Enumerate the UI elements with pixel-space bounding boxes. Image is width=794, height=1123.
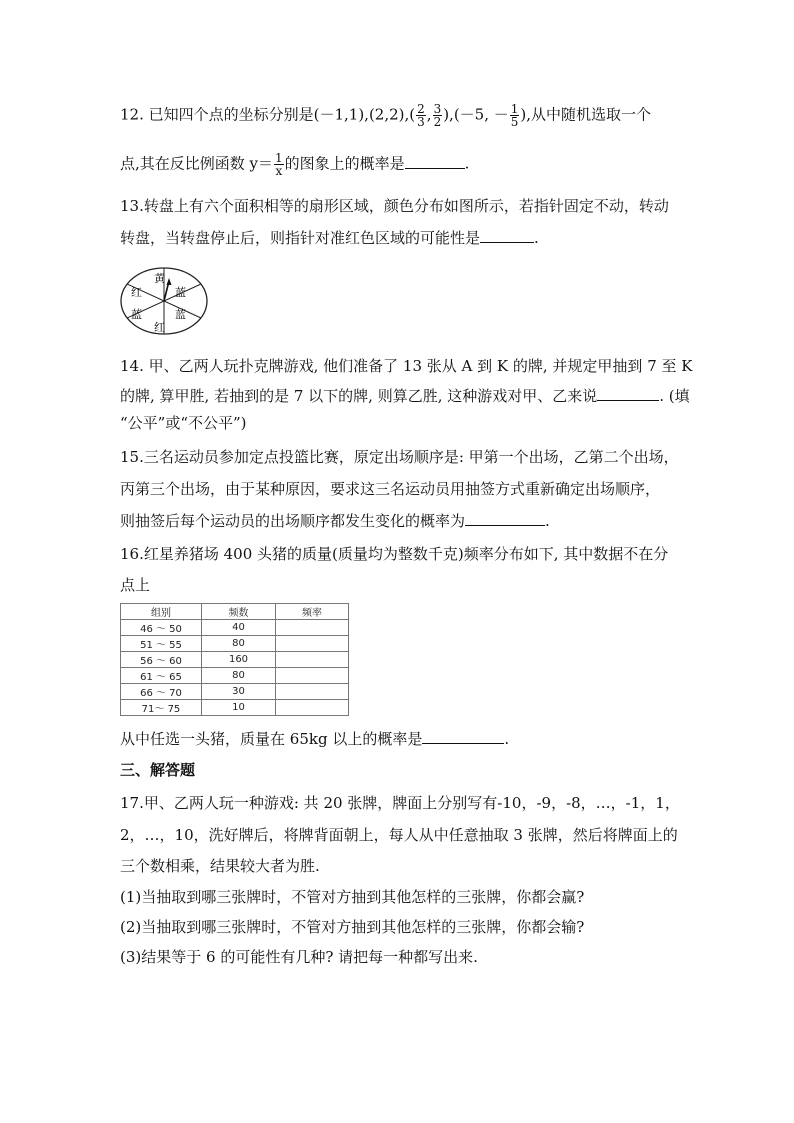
spinner-diagram — [119, 266, 209, 336]
q16-line2: 点上 — [120, 576, 151, 594]
q17-sub1: (1)当抽取到哪三张牌时，不管对方抽到其他怎样的三张牌，你都会赢? — [120, 888, 585, 906]
table-row: 71～ 75 10 — [121, 700, 349, 716]
table-header: 组别 — [121, 604, 202, 620]
table-row: 56 ～ 60 160 — [121, 652, 349, 668]
q12-line1: 12. 已知四个点的坐标分别是(－1,1),(2,2),( $\frac{2}{3}$ , $\frac{3}{2}$ ),(－5, － $\frac{1}{5}$ ),从中随机选取一个 — [120, 102, 652, 129]
fraction-1-5: $\frac{1}{5}$ — [510, 102, 519, 129]
q15-line2: 丙第三个出场，由于某种原因，要求这三名运动员用抽签方式重新确定出场顺序， — [120, 480, 661, 498]
answer-blank[interactable] — [405, 154, 465, 169]
table-header-row — [121, 604, 349, 620]
fraction-3-2: $\frac{3}{2}$ — [433, 102, 442, 129]
q12-prefix: 12. 已知四个点的坐标分别是(－1,1),(2,2),( — [120, 105, 416, 124]
q14-line1: 14. 甲、乙两人玩扑克牌游戏, 他们准备了 13 张从 A 到 K 的牌, 并规定甲抽到 7 至 K — [120, 357, 693, 375]
q15-line3: 则抽签后每个运动员的出场顺序都发生变化的概率为 . — [120, 512, 550, 530]
frequency-table — [120, 603, 349, 716]
q16-line1: 16.红星养猪场 400 头猪的质量(质量均为整数千克)频率分布如下, 其中数据不在分 — [120, 545, 669, 563]
q13-line1: 13.转盘上有六个面积相等的扇形区域，颜色分布如图所示，若指针固定不动，转动 — [120, 197, 669, 215]
q16-after: 从中任选一头猪，质量在 65kg 以上的概率是 . — [120, 730, 510, 748]
answer-blank[interactable] — [480, 228, 534, 243]
sector-label: 红 — [131, 286, 142, 299]
q17-line1: 17.甲、乙两人玩一种游戏: 共 20 张牌，牌面上分别写有-10，-9，-8，…，-1，1， — [120, 794, 680, 812]
table-header: 频数 — [202, 604, 276, 620]
q14-line3: “公平”或“不公平”) — [120, 414, 247, 432]
table-row: 61 ～ 65 80 — [121, 668, 349, 684]
q12-line2: 点,其在反比例函数 y＝ $\frac{1}{x}$ 的图象上的概率是 . — [120, 151, 470, 178]
q13-line2: 转盘，当转盘停止后，则指针对准红色区域的可能性是 . — [120, 229, 539, 247]
q15-line1: 15.三名运动员参加定点投篮比赛，原定出场顺序是: 甲第一个出场，乙第二个出场， — [120, 448, 679, 466]
table-header: 频率 — [276, 604, 349, 620]
q17-line3: 三个数相乘，结果较大者为胜. — [120, 857, 320, 875]
q17-sub2: (2)当抽取到哪三张牌时，不管对方抽到其他怎样的三张牌，你都会输? — [120, 918, 585, 936]
section-heading: 三、解答题 — [120, 761, 196, 779]
table-row: 66 ～ 70 30 — [121, 684, 349, 700]
q17-sub3: (3)结果等于 6 的可能性有几种? 请把每一种都写出来. — [120, 948, 478, 966]
answer-blank[interactable] — [422, 729, 504, 744]
answer-blank[interactable] — [597, 386, 659, 401]
fraction-1-x: $\frac{1}{x}$ — [275, 151, 283, 178]
sector-label: 蓝 — [175, 308, 186, 321]
sector-label: 红 — [154, 321, 165, 334]
sector-label: 蓝 — [131, 308, 142, 321]
q17-line2: 2，…，10，洗好牌后，将牌背面朝上，每人从中任意抽取 3 张牌，然后将牌面上的 — [120, 826, 678, 844]
fraction-2-3: $\frac{2}{3}$ — [417, 102, 425, 129]
answer-blank[interactable] — [465, 511, 545, 526]
sector-label: 黄 — [154, 272, 165, 285]
sector-label: 蓝 — [175, 286, 186, 299]
q14-line2: 的牌, 算甲胜, 若抽到的是 7 以下的牌, 则算乙胜, 这种游戏对甲、乙来说 . (填 — [120, 387, 690, 405]
table-row: 46 ～ 50 40 — [121, 620, 349, 636]
table-row: 51 ～ 55 80 — [121, 636, 349, 652]
